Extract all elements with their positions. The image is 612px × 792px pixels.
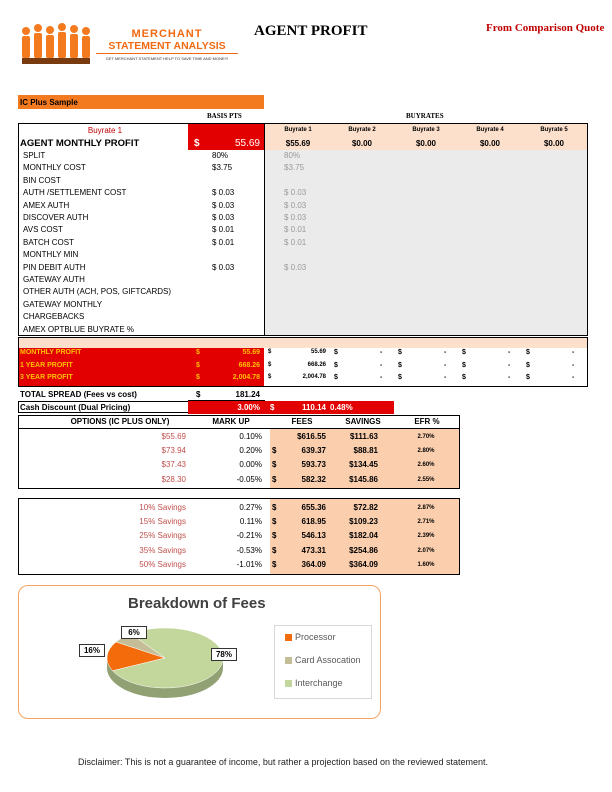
logo-underline [96,53,238,54]
cost-row-buyrate1: $ 0.01 [284,237,307,247]
option-savings: $182.04 [349,531,378,541]
option-markup: -0.05% [236,474,262,484]
profit-buyrate-dash: - [444,349,447,356]
options-header: OPTIONS (IC PLUS ONLY) [70,417,170,426]
buyrate-header-5: Buyrate 5 [540,127,568,133]
profit-buyrate-currency: $ [334,361,338,369]
option-efr: 1.60% [417,561,435,568]
option-fee-currency: $ [272,517,277,527]
total-spread-value: 181.24 [235,390,260,399]
option-efr: 2.39% [417,533,435,540]
option-savings: $111.63 [349,432,378,441]
fees-pie-chart [90,612,240,712]
cost-row-basis: $3.75 [212,163,233,173]
option-markup: 0.00% [239,460,262,470]
cost-row-label: GATEWAY MONTHLY [23,299,103,309]
disclaimer: Disclaimer: This is not a guarantee of income, but rather a projection based on the reviewed statement. [78,757,489,767]
profit-buyrate-dash: - [508,361,511,369]
option-markup: -0.21% [236,531,262,541]
company-logo [18,18,240,70]
legend-label: Processor [295,632,336,642]
buyrate-header-3: Buyrate 3 [412,127,440,133]
profit-row-currency: $ [196,349,200,356]
option-savings: $364.09 [349,559,378,569]
profit-buyrate1-value: 2,004.78 [302,374,326,380]
logo-line-2: STATEMENT ANALYSIS [108,40,226,52]
option-fee-currency: $ [272,446,277,456]
cost-row-label: OTHER AUTH (ACH, POS, GIFTCARDS) [23,287,172,297]
option-fee-currency: $ [272,559,277,569]
option-fees: 546.13 [301,531,326,541]
option-fees: 655.36 [301,503,326,512]
option-efr: 2.71% [417,519,435,526]
sample-label: IC Plus Sample [20,98,78,107]
buyrate-grey-area [265,150,587,335]
cost-row-label: PIN DEBIT AUTH [23,262,86,272]
option-fees: 639.37 [301,446,326,456]
option-markup: 0.27% [239,503,262,512]
option-label: 35% Savings [139,545,186,555]
cost-row-buyrate1: $ 0.03 [284,213,307,222]
cost-row-label: DISCOVER AUTH [23,213,89,222]
option-fee-currency: $ [272,531,277,541]
profit-row-currency: $ [196,361,200,369]
pie-data-label: 6% [121,626,147,639]
buyrate-total-3: $0.00 [415,139,437,148]
profit-buyrate1-value: 55.69 [310,349,326,355]
option-savings: $109.23 [349,517,378,527]
option-markup: -1.01% [236,559,262,569]
cost-row-buyrate1: $ 0.01 [284,225,307,235]
profit-buyrate-currency: $ [268,374,272,380]
profit-buyrate-currency: $ [334,374,338,381]
profit-buyrate1-value: 668.26 [307,361,326,368]
option-label: $73.94 [161,446,186,456]
legend-label: Card Assocation [295,655,361,665]
option-efr: 2.60% [417,462,435,469]
option-markup: -0.53% [236,545,262,555]
option-markup: 0.11% [239,517,262,527]
profit-buyrate-dash: - [572,374,575,381]
buyrate-total-1: $55.69 [285,139,311,148]
cost-row-basis: $ 0.03 [212,262,235,272]
pie-data-label: 16% [79,644,105,657]
profit-buyrate-currency: $ [462,361,466,369]
cost-row-basis: $ 0.03 [212,188,235,198]
option-label: $37.43 [161,460,186,470]
cost-row-label: BIN COST [23,175,61,185]
cash-discount-label: Cash Discount (Dual Pricing) [20,403,131,412]
agent-monthly-profit-label: AGENT MONTHLY PROFIT [20,138,140,149]
option-savings: $88.81 [353,446,378,456]
profit-row-label: 3 YEAR PROFIT [20,374,73,381]
legend-swatch [285,680,292,687]
option-label: 10% Savings [139,503,186,512]
profit-buyrate-currency: $ [268,361,272,368]
profit-buyrate-dash: - [380,361,383,369]
options-header: SAVINGS [345,417,381,426]
cost-row-buyrate1: $3.75 [284,163,305,173]
profit-buyrate-currency: $ [334,349,338,356]
logo-tagline: GET MERCHANT STATEMENT HELP TO SAVE TIME AND MONEY! [105,56,229,61]
buyrates-header: BUYRATES [406,112,444,120]
cost-row-label: GATEWAY AUTH [23,275,85,284]
option-fee-currency: $ [272,545,277,555]
profit-buyrate-dash: - [380,349,383,356]
page-title: AGENT PROFIT [254,23,368,39]
cost-row-buyrate1: $ 0.03 [284,200,307,210]
profit-row-value: 2,004.78 [232,374,260,381]
profit-row-label: MONTHLY PROFIT [20,349,82,356]
cost-row-label: BATCH COST [23,237,74,247]
option-savings: $254.86 [349,545,378,555]
option-fee-currency: $ [272,474,277,484]
profit-buyrate-currency: $ [526,374,530,381]
option-fees: 593.73 [301,460,326,470]
profit-buyrate-dash: - [380,374,383,381]
cost-row-basis: $ 0.03 [212,200,235,210]
cost-row-basis: 80% [212,151,229,160]
legend-swatch [285,634,292,641]
cost-row-buyrate1: 80% [284,151,301,160]
profit-buyrate-dash: - [508,374,511,381]
option-markup: 0.20% [239,446,262,456]
options-header: MARK UP [212,417,250,426]
option-label: $28.30 [161,474,186,484]
legend-label: Interchange [295,678,343,688]
people-silhouette-icon [18,18,98,70]
cash-discount-pct2: 0.48% [330,403,353,412]
buyrate-total-2: $0.00 [351,139,373,148]
logo-line-1: MERCHANT [131,28,203,40]
buyrate-1-label: Buyrate 1 [87,126,123,135]
buyrate-header-2: Buyrate 2 [348,127,376,133]
profit-row-value: 55.69 [242,349,260,356]
buyrate-divider [264,124,265,335]
buyrate-total-4: $0.00 [479,139,501,148]
option-fees: 364.09 [301,559,326,569]
options-header-line [18,428,460,429]
cost-row-label: MONTHLY MIN [23,250,79,260]
profit-buyrate-dash: - [444,374,447,381]
option-fees: $616.55 [297,432,326,441]
cost-row-buyrate1: $ 0.03 [284,188,307,198]
option-fees: 618.95 [301,517,326,527]
option-savings: $72.82 [353,503,378,512]
option-markup: 0.10% [239,432,262,441]
option-label: 25% Savings [139,531,186,541]
profit-row-value: 668.26 [238,361,260,369]
cash-discount-value: 110.14 [301,403,326,412]
cost-row-label: MONTHLY COST [23,163,86,173]
cost-row-label: AVS COST [23,225,63,235]
option-label: $55.69 [161,432,186,441]
cost-row-basis: $ 0.01 [212,237,235,247]
profit-buyrate-currency: $ [462,349,466,356]
option-efr: 2.07% [417,547,435,554]
chart-title: Breakdown of Fees [128,595,266,612]
cost-row-label: CHARGEBACKS [23,312,85,322]
cost-row-basis: $ 0.01 [212,225,235,235]
profit-buyrate-currency: $ [462,374,466,381]
cost-row-buyrate1: $ 0.03 [284,262,307,272]
cost-row-label: AMEX AUTH [23,200,70,210]
option-fee-currency: $ [272,460,277,470]
buyrate-total-5: $0.00 [543,139,565,148]
cost-row-label: SPLIT [23,151,46,160]
buyrate-header-4: Buyrate 4 [476,127,504,133]
pie-data-label: 78% [211,648,237,661]
option-efr: 2.87% [417,505,435,511]
option-fees: 582.32 [301,474,326,484]
agent-profit-value: 55.69 [234,138,260,149]
option-label: 50% Savings [139,559,186,569]
option-efr: 2.80% [417,448,435,455]
profit-buyrate-dash: - [508,349,511,356]
profit-buyrate-dash: - [572,349,575,356]
profit-peach-row [19,338,587,348]
agent-profit-currency: $ [194,138,200,149]
profit-buyrate-dash: - [572,361,575,369]
option-fee-currency: $ [272,503,277,512]
profit-buyrate-dash: - [444,361,447,369]
options-header: FEES [291,417,313,426]
basis-pts-header: BASIS PTS [207,112,242,120]
profit-row-currency: $ [196,374,200,381]
profit-buyrate-currency: $ [398,361,402,369]
profit-row-label: 1 YEAR PROFIT [20,361,73,369]
profit-buyrate-currency: $ [268,349,272,355]
buyrate-header-1: Buyrate 1 [284,127,312,133]
profit-buyrate-currency: $ [398,349,402,356]
cash-discount-currency: $ [270,403,275,412]
profit-buyrate-currency: $ [526,349,530,356]
cost-row-label: AUTH /SETTLEMENT COST [23,188,127,198]
option-savings: $145.86 [349,474,378,484]
total-spread-label: TOTAL SPREAD (Fees vs cost) [20,390,137,399]
total-spread-currency: $ [196,390,201,399]
cost-row-basis: $ 0.03 [212,213,235,222]
cash-discount-pct: 3.00% [237,403,260,412]
legend-swatch [285,657,292,664]
option-fees: 473.31 [301,545,326,555]
option-efr: 2.70% [417,434,435,440]
option-efr: 2.55% [417,476,435,483]
option-savings: $134.45 [349,460,378,470]
cost-row-label: AMEX OPTBLUE BUYRATE % [23,324,134,334]
option-label: 15% Savings [139,517,186,527]
options-header: EFR % [414,417,440,426]
profit-buyrate-currency: $ [526,361,530,369]
source-label: From Comparison Quote [486,22,605,34]
profit-buyrate-currency: $ [398,374,402,381]
